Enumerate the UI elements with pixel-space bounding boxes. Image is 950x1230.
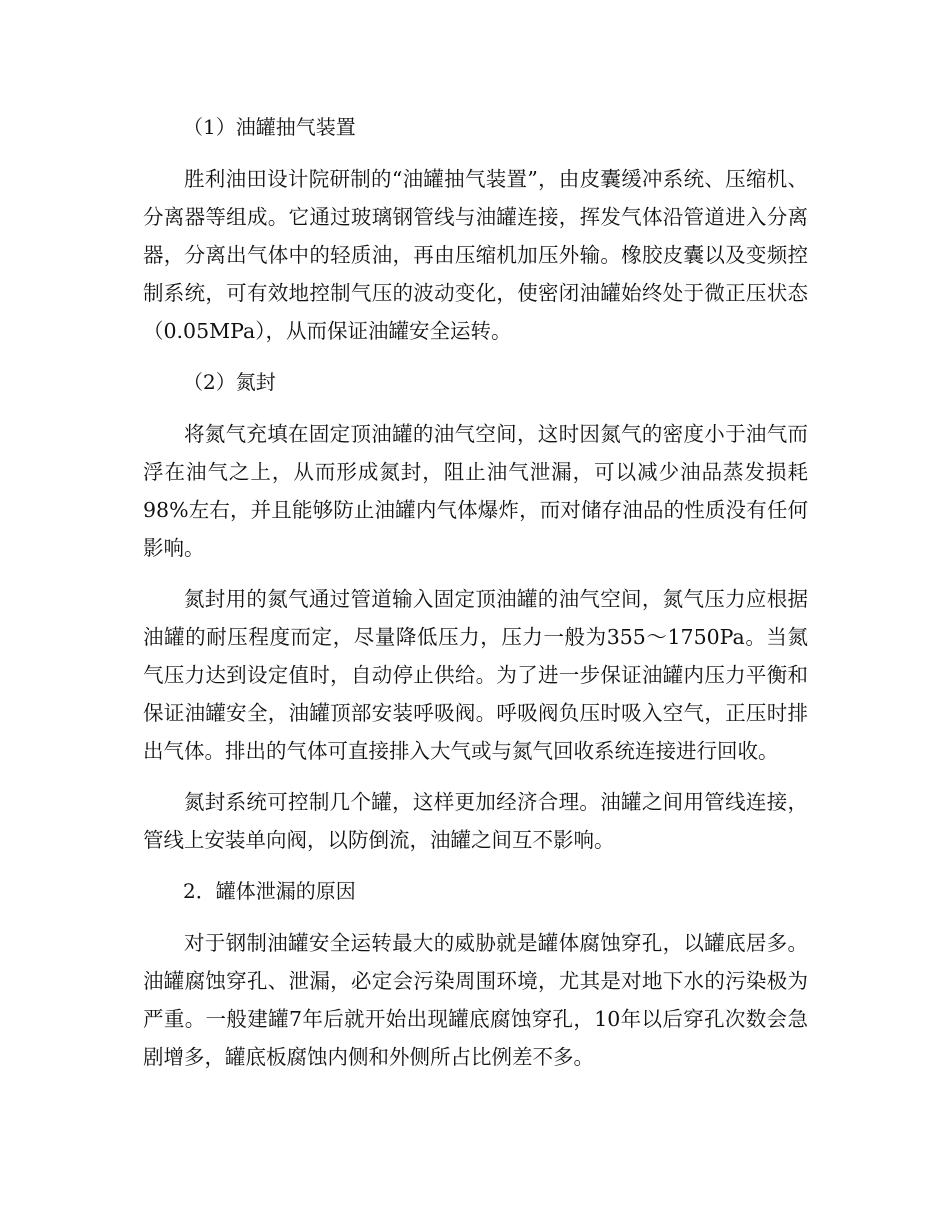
paragraph-nitrogen-system: 氮封系统可控制几个罐，这样更加经济合理。油罐之间用管线连接，管线上安装单向阀，以防倒流，油罐之间互不影响。 bbox=[143, 790, 808, 852]
document-page bbox=[143, 108, 808, 1089]
paragraph-nitrogen-seal-principle: 将氮气充填在固定顶油罐的油气空间，这时因氮气的密度小于油气而浮在油气之上，从而形成氮封，阻止油气泄漏，可以减少油品蒸发损耗98%左右，并且能够防止油罐内气体爆炸，而对储存油品的性质没有任何影响。 bbox=[143, 422, 808, 560]
section-heading-oil-tank-vapor-recovery: （1）油罐抽气装置 bbox=[183, 115, 356, 139]
paragraph-tank-corrosion: 对于钢制油罐安全运转最大的威胁就是罐体腐蚀穿孔，以罐底居多。油罐腐蚀穿孔、泄漏，必定会污染周围环境，尤其是对地下水的污染极为严重。一般建罐7年后就开始出现罐底腐蚀穿孔，10年以后穿孔次数会急剧增多，罐底板腐蚀内侧和外侧所占比例差不多。 bbox=[143, 931, 808, 1069]
paragraph-nitrogen-supply: 氮封用的氮气通过管道输入固定顶油罐的油气空间，氮气压力应根据油罐的耐压程度而定，尽量降低压力，压力一般为355～1750Pa。当氮气压力达到设定值时，自动停止供给。为了进一步保证油罐内压力平衡和保证油罐安全，油罐顶部安装呼吸阀。呼吸阀负压时吸入空气，正压时排出气体。排出的气体可直接排入大气或与氮气回收系统连接进行回收。 bbox=[143, 587, 808, 763]
section-heading-nitrogen-seal: （2）氮封 bbox=[183, 370, 276, 394]
paragraph-vapor-recovery-device: 胜利油田设计院研制的“油罐抽气装置”，由皮囊缓冲系统、压缩机、分离器等组成。它通过玻璃钢管线与油罐连接，挥发气体沿管道进入分离器，分离出气体中的轻质油，再由压缩机加压外输。橡胶皮囊以及变频控制系统，可有效地控制气压的波动变化，使密闭油罐始终处于微正压状态（0.05MPa），从而保证油罐安全运转。 bbox=[143, 167, 808, 343]
section-heading-tank-leak-causes: 2．罐体泄漏的原因 bbox=[183, 879, 356, 903]
